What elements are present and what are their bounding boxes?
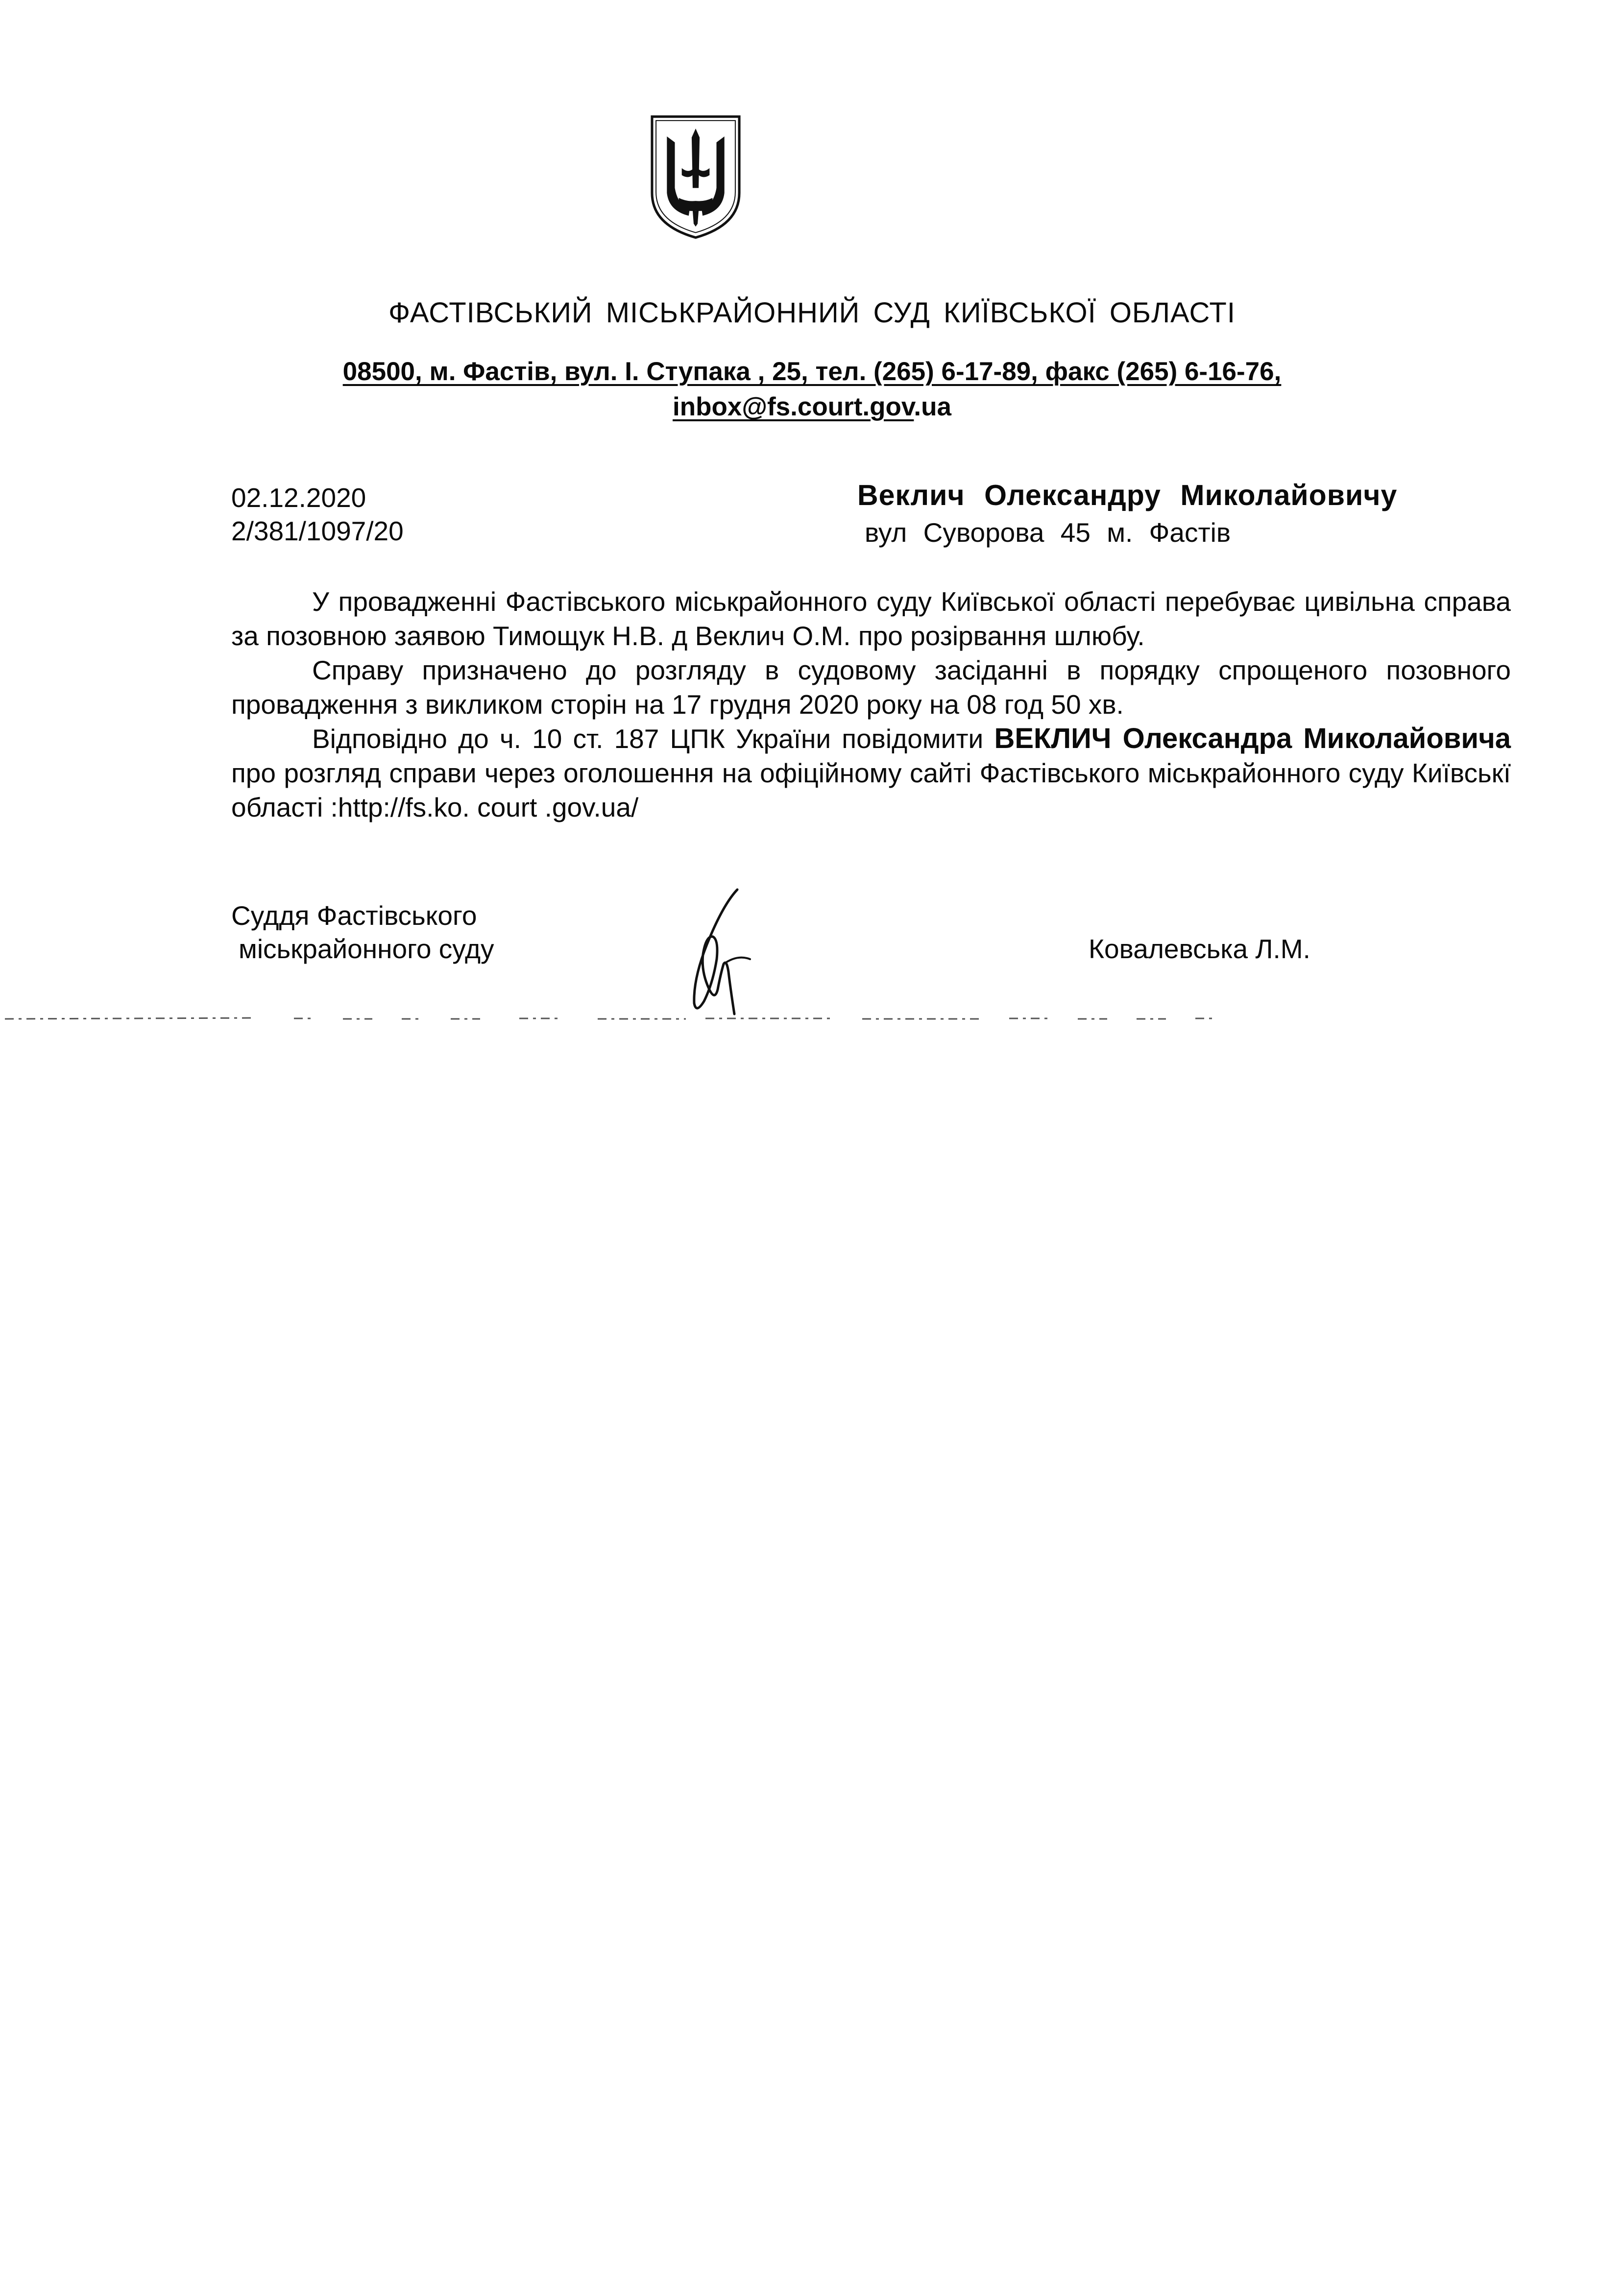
judge-name: Ковалевська Л.М. — [1089, 934, 1310, 964]
addressee-name: Веклич Олександру Миколайовичу — [857, 479, 1398, 511]
addressee-address: вул Суворова 45 м. Фастів — [865, 517, 1231, 548]
letter-body — [231, 584, 1511, 824]
signature-title-line-2: міськрайонного суду — [239, 934, 494, 964]
defendant-name: ВЕКЛИЧ Олександра Миколайовича — [994, 723, 1511, 754]
trident-emblem-icon — [646, 114, 746, 240]
court-email — [0, 392, 1624, 422]
body-paragraph-3-end: про розгляд справи через оголошення на офіційному сайті Фастівського міськрайонного суду Київськї області :http://fs.ko. court .gov.ua/ — [231, 758, 1511, 822]
handwritten-signature — [664, 886, 776, 1018]
case-number: 2/381/1097/20 — [231, 516, 404, 546]
body-paragraph-3 — [231, 722, 1511, 824]
email-suffix: .ua — [914, 392, 951, 421]
scan-artifact-line — [0, 1013, 1274, 1023]
email-link[interactable]: inbox@fs.court.gov — [673, 392, 914, 421]
body-paragraph-2: Справу призначено до розгляду в судовому засіданні в порядку спрощеного позовного провадження з викликом сторін на 17 грудня 2020 року на 08 год 50 хв. — [231, 655, 1511, 720]
court-name: ФАСТІВСЬКИЙ МІСЬКРАЙОННИЙ СУД КИЇВСЬКОЇ ОБЛАСТІ — [388, 297, 1236, 329]
signature-title-line-1: Суддя Фастівського — [231, 900, 477, 931]
body-paragraph-3-start: Відповідно до ч. 10 ст. 187 ЦПК України повідомити — [312, 724, 994, 754]
court-address: 08500, м. Фастів, вул. І. Ступака , 25, тел. (265) 6-17-89, факс (265) 6-16-76, — [342, 357, 1282, 386]
letter-date: 02.12.2020 — [231, 483, 366, 513]
body-paragraph-1: У провадженні Фастівського міськрайонного суду Київської області перебуває цивільна справа за позовною заявою Тимощук Н.В. д Веклич О.М. про розірвання шлюбу. — [231, 586, 1511, 651]
